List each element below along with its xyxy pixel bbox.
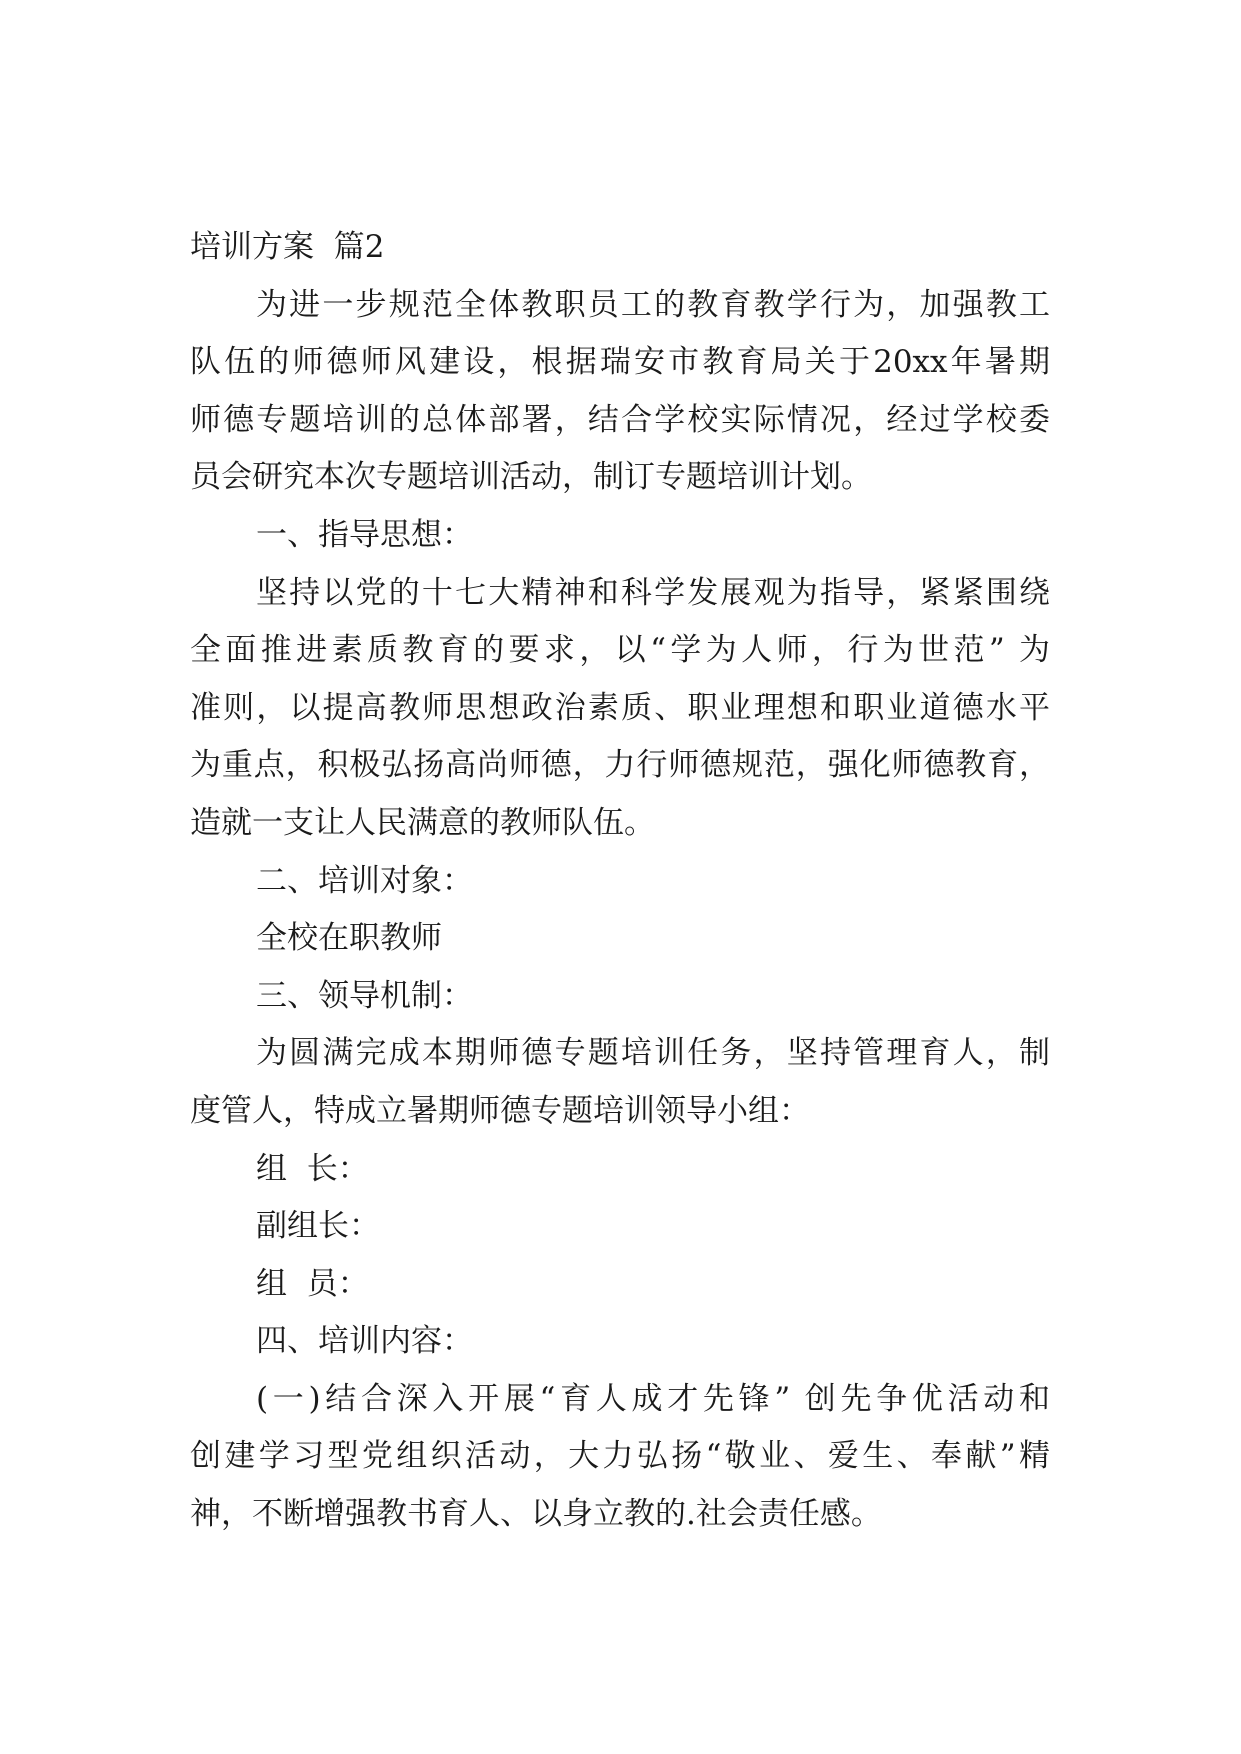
intro-line-2: 队伍的师德师风建设，根据瑞安市教育局关于20xx年暑期 [190,344,1050,381]
section1-line-3: 准则，以提高教师思想政治素质、职业理想和职业道德水平 [190,689,1050,726]
section3-line-1: 为圆满完成本期师德专题培训任务，坚持管理育人，制 [256,1035,1050,1072]
intro-line-3: 师德专题培训的总体部署，结合学校实际情况，经过学校委 [190,401,1050,438]
section3-line-2: 度管人，特成立暑期师德专题培训领导小组： [190,1092,810,1129]
role-member: 组 员： [256,1265,369,1302]
document-body [190,219,1050,1544]
section1-line-1: 坚持以党的十七大精神和科学发展观为指导，紧紧围绕 [256,574,1050,611]
section1-line-2: 全面推进素质教育的要求，以“学为人师，行为世范” 为 [190,632,1050,669]
section1-line-4: 为重点，积极弘扬高尚师德，力行师德规范，强化师德教育， [190,747,1050,784]
section4-line-1: (一)结合深入开展“育人成才先锋” 创先争优活动和 [256,1380,1050,1417]
section2-heading: 二、培训对象： [256,862,473,899]
role-leader: 组 长： [256,1150,369,1187]
role-deputy: 副组长： [256,1208,380,1245]
intro-line-4: 员会研究本次专题培训活动，制订专题培训计划。 [190,459,872,496]
section3-heading: 三、领导机制： [256,977,473,1014]
section1-line-5: 造就一支让人民满意的教师队伍。 [190,804,655,841]
intro-line-1: 为进一步规范全体教职员工的教育教学行为，加强教工 [256,286,1050,323]
section2-body: 全校在职教师 [256,920,442,957]
document-title: 培训方案 篇2 [190,229,385,265]
section4-heading: 四、培训内容： [256,1323,473,1360]
section1-heading: 一、指导思想： [256,516,473,553]
section4-line-3: 神，不断增强教书育人、以身立教的.社会责任感。 [190,1496,882,1533]
section4-line-2: 创建学习型党组织活动，大力弘扬“敬业、爱生、奉献”精 [190,1438,1050,1475]
